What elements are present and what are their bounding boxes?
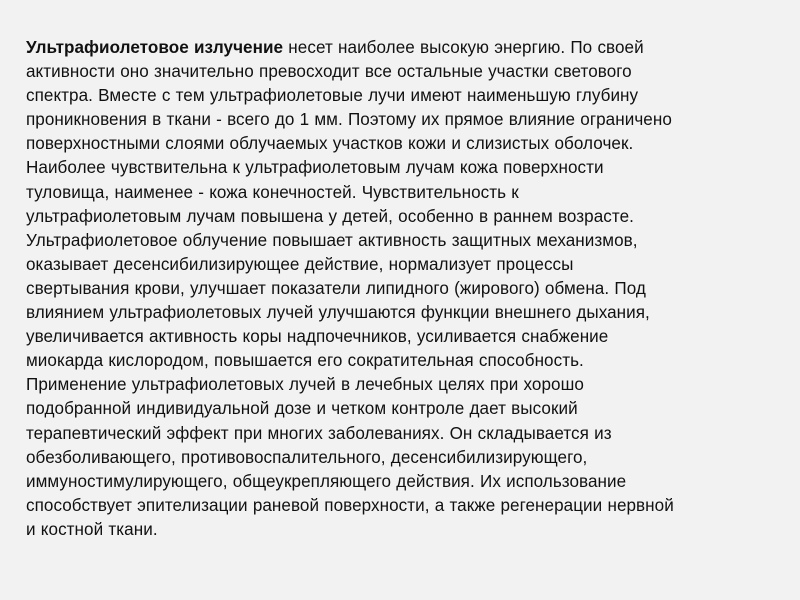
text-line-13: увеличивается активность коры надпочечников, усиливается снабжение [26, 327, 609, 347]
text-line-4: проникновения в ткани - всего до 1 мм. Поэтому их прямое влияние ограничено [26, 110, 672, 130]
text-line-16: подобранной индивидуальной дозе и четком контроле дает высокий [26, 399, 578, 419]
text-line-5: поверхностными слоями облучаемых участков кожи и слизистых оболочек. [26, 134, 634, 154]
text-line-15: Применение ультрафиолетовых лучей в лечебных целях при хорошо [26, 375, 584, 395]
text-line-12: влиянием ультрафиолетовых лучей улучшаются функции внешнего дыхания, [26, 303, 650, 323]
text-line-6: Наиболее чувствительна к ультрафиолетовым лучам кожа поверхности [26, 158, 604, 178]
text-line-1 [26, 36, 782, 60]
line-1-rest: несет наиболее высокую энергию. По своей [283, 38, 644, 57]
text-line-14: миокарда кислородом, повышается его сократительная способность. [26, 351, 584, 371]
text-line-2: активности оно значительно превосходит все остальные участки светового [26, 62, 632, 82]
text-line-3: спектра. Вместе с тем ультрафиолетовые лучи имеют наименьшую глубину [26, 86, 639, 106]
text-line-11: свертывания крови, улучшает показатели липидного (жирового) обмена. Под [26, 278, 646, 298]
text-line-19: иммуностимулирующего, общеукрепляющего действия. Их использование [26, 471, 627, 491]
text-line-10: оказывает десенсибилизирующее действие, нормализует процессы [26, 254, 574, 274]
text-line-9: Ультрафиолетовое облучение повышает активность защитных механизмов, [26, 230, 638, 250]
text-line-18: обезболивающего, противовоспалительного, десенсибилизирующего, [26, 447, 588, 467]
text-line-20: способствует эпителизации раневой поверхности, а также регенерации нервной [26, 495, 674, 515]
text-line-21: и костной ткани. [26, 519, 158, 539]
text-line-17: терапевтический эффект при многих заболеваниях. Он складывается из [26, 423, 612, 443]
text-line-8: ультрафиолетовым лучам повышена у детей, особенно в раннем возрасте. [26, 206, 634, 226]
article-text [26, 36, 782, 542]
text-line-7: туловища, наименее - кожа конечностей. Чувствительность к [26, 182, 519, 202]
lead-term: Ультрафиолетовое излучение [26, 38, 284, 57]
